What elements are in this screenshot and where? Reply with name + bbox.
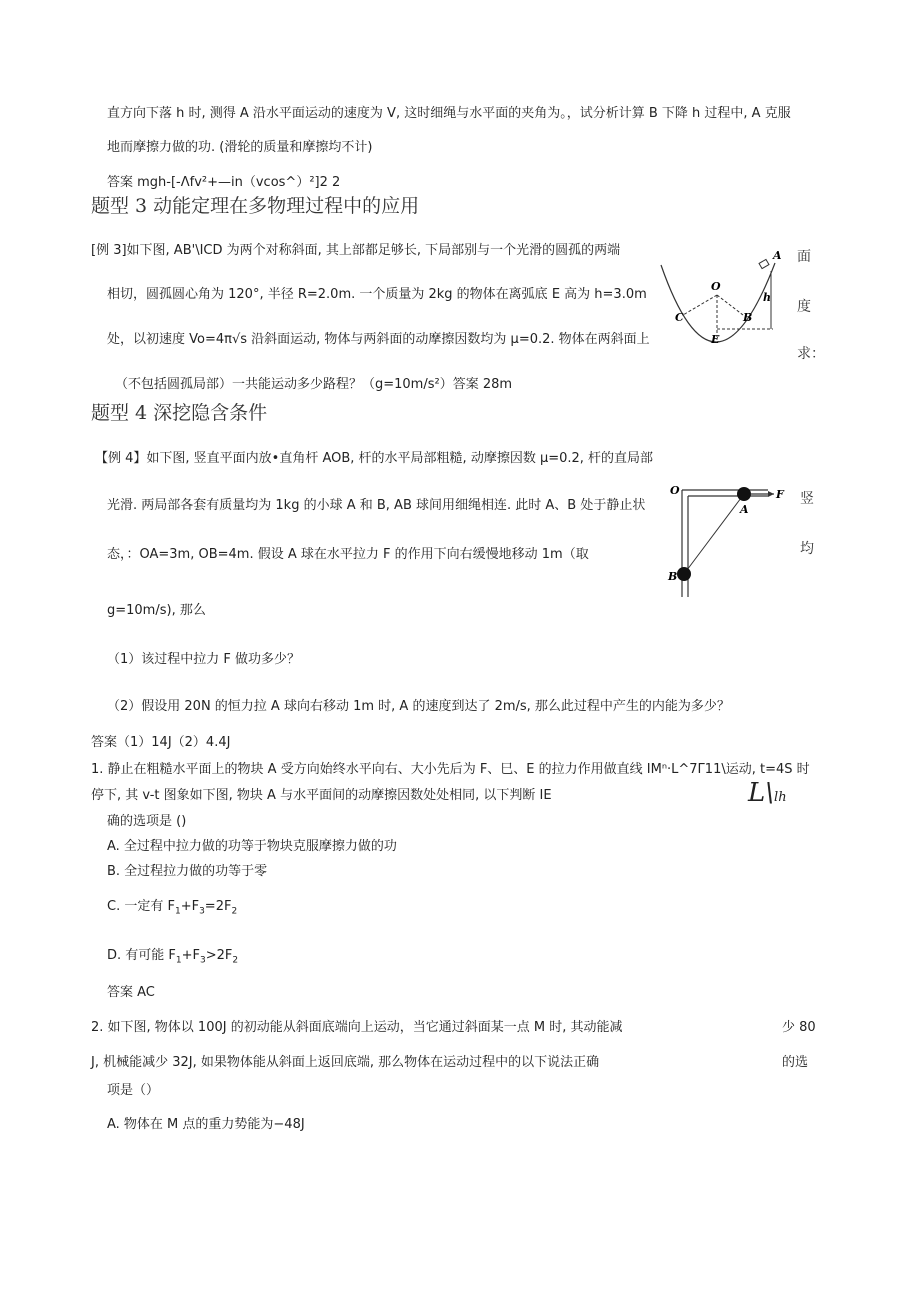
q1-c-sub3: 3 bbox=[199, 906, 205, 917]
sec4-question-2: （2）假设用 20N 的恒力拉 A 球向右移动 1m 时, A 的速度到达了 2m/s, 那么此过程中产生的内能为多少？ bbox=[107, 699, 730, 714]
p1-answer: 答案 mgh-[-Λfv²+—in（vcos^）²]2 2 bbox=[107, 175, 341, 190]
q1-logo-small: lh bbox=[774, 790, 787, 805]
q1-d-pre: D. 有可能 F bbox=[107, 948, 176, 963]
q1-d-sub1: 1 bbox=[175, 955, 182, 966]
fig3-label-A: A bbox=[773, 249, 782, 262]
q2-line2: J, 机械能减少 32J, 如果物体能从斜面上返回底端, 那么物体在运动过程中的以下说法正确 bbox=[91, 1055, 600, 1070]
q2-line2-right: 的选 bbox=[782, 1055, 809, 1070]
sec3-title: 题型 3 动能定理在多物理过程中的应用 bbox=[91, 195, 420, 217]
sec3-line2: 相切，圆孤圆心角为 120°, 半径 R=2.0m. 一个质量为 2kg 的物体在离弧底 E 高为 h=3.0m bbox=[107, 287, 647, 302]
sec3-line3: 处，以初速度 Vo=4π√s 沿斜面运动, 物体与两斜面的动摩擦因数均为 μ=0.2. 物体在两斜面上 bbox=[107, 332, 650, 347]
q1-c-pre: C. 一定有 F bbox=[107, 899, 175, 914]
sec4-side-1: 竖 bbox=[800, 491, 814, 507]
right-angle-rod-figure bbox=[668, 482, 788, 597]
q2-line1-right: 少 80 bbox=[782, 1020, 816, 1035]
q1-line2: 停下, 其 v-t 图象如下图, 物块 A 与水平面间的动摩擦因数处处相同, 以下判断 IE bbox=[91, 788, 552, 803]
p1-line2: 地而摩擦力做的功. (滑轮的质量和摩擦均不计) bbox=[107, 140, 373, 155]
q1-line3: 确的选项是 () bbox=[107, 814, 187, 829]
sec4-side-2: 均 bbox=[800, 541, 814, 557]
q2-line3: 项是（） bbox=[107, 1083, 160, 1098]
q2-option-a: A. 物体在 M 点的重力势能为−48J bbox=[107, 1117, 305, 1132]
q1-d-sub2: 2 bbox=[232, 955, 239, 966]
fig4-label-O: O bbox=[670, 484, 680, 497]
fig3-label-B: B bbox=[743, 311, 753, 324]
q1-d-sub3: 3 bbox=[200, 955, 206, 966]
sec4-line4: g=10m/s), 那么 bbox=[107, 603, 206, 618]
sec3-side-2: 度 bbox=[797, 299, 811, 315]
q1-c-mid: +F bbox=[180, 899, 200, 914]
q1-option-c bbox=[107, 899, 237, 917]
sec4-line2: 光滑. 两局部各套有质量均为 1kg 的小球 A 和 B, AB 球间用细绳相连. 此时 A、B 处于静止状 bbox=[107, 498, 646, 513]
q2-line1: 2. 如下图, 物体以 100J 的初动能从斜面底端向上运动，当它通过斜面某一点 M 时, 其动能减 bbox=[91, 1020, 623, 1035]
q1-d-eq: >2F bbox=[205, 948, 233, 963]
sec3-line1: [例 3]如下图, AB'\ICD 为两个对称斜面, 其上部都足够长, 下局部别与一个光滑的圆孤的两端 bbox=[91, 243, 621, 258]
sec4-question-1: （1）该过程中拉力 F 做功多少？ bbox=[107, 652, 301, 667]
arc-slope-figure bbox=[655, 245, 805, 355]
fig4-label-F: F bbox=[776, 488, 784, 501]
q1-d-mid: +F bbox=[181, 948, 200, 963]
q1-option-b: B. 全过程拉力做的功等于零 bbox=[107, 864, 268, 879]
sec3-side-1: 面 bbox=[797, 249, 811, 265]
sec4-title: 题型 4 深挖隐含条件 bbox=[91, 402, 268, 424]
q1-c-sub1: 1 bbox=[174, 906, 181, 917]
fig4-label-B: B bbox=[668, 570, 678, 583]
q1-logo-mark bbox=[748, 778, 787, 809]
q1-option-d bbox=[107, 948, 238, 966]
fig4-label-A: A bbox=[740, 503, 749, 516]
fig3-label-E: E bbox=[711, 333, 720, 346]
sec4-line3: 态，：OA=3m, OB=4m. 假设 A 球在水平拉力 F 的作用下向右缓慢地移动 1m（取 bbox=[107, 547, 589, 562]
fig3-label-C: C bbox=[675, 311, 684, 324]
sec4-answer: 答案（1）14J（2）4.4J bbox=[91, 735, 231, 750]
q1-c-sub2: 2 bbox=[231, 906, 238, 917]
q1-line1: 1. 静止在粗糙水平面上的物块 A 受方向始终水平向右、大小先后为 F、巳、E 的拉力作用做直线 IMⁿ·L^7Γ11\运动, t=4S 时 bbox=[91, 762, 810, 777]
q1-c-eq: =2F bbox=[204, 899, 232, 914]
p1-line1: 直方向下落 h 时, 测得 A 沿水平面运动的速度为 V, 这时细绳与水平面的夹角为。，试分析计算 B 下降 h 过程中, A 克服 bbox=[107, 106, 791, 121]
sec3-side-3: 求： bbox=[797, 346, 825, 362]
fig3-label-O: O bbox=[711, 280, 721, 293]
sec4-line1: 【例 4】如下图, 竖直平面内放•直角杆 AOB, 杆的水平局部粗糙, 动摩擦因数 μ=0.2, 杆的直局部 bbox=[95, 451, 654, 466]
q1-option-a: A. 全过程中拉力做的功等于物块克服摩擦力做的功 bbox=[107, 839, 397, 854]
fig3-label-h: h bbox=[763, 291, 771, 304]
q1-logo-big: L\ bbox=[748, 778, 775, 808]
sec3-line4: （不包括圆孤局部）一共能运动多少路程？（g=10m/s²）答案 28m bbox=[115, 377, 513, 392]
q1-answer: 答案 AC bbox=[107, 985, 155, 1000]
